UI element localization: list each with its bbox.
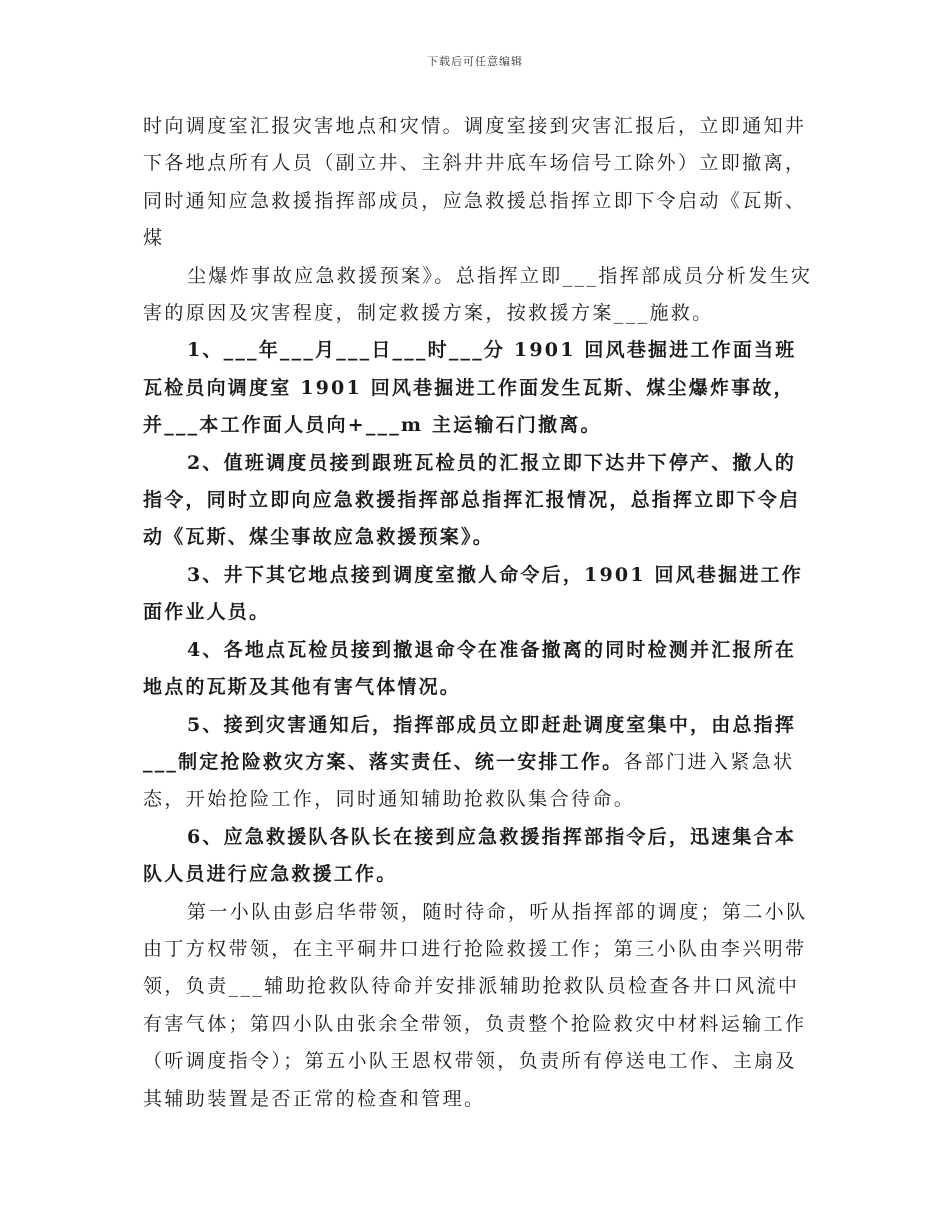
paragraph-1: 时向调度室汇报灾害地点和灾情。调度室接到灾害汇报后，立即通知井下各地点所有人员（副立井、主斜井井底车场信号工除外）立即撤离，同时通知应急救援指挥部成员，应急救援总指挥立即下令启动《瓦斯、煤 [143,115,807,250]
paragraph-squads: 第一小队由彭启华带领，随时待命，听从指挥部的调度；第二小队由丁方权带领，在主平硐井口进行抢险救援工作；第三小队由李兴明带领，负责___辅助抢救队待命并安排派辅助抢救队员检查各井口风流中有害气体；第四小队由张余全带领，负责整个抢险救灾中材料运输工作（听调度指令）；第五小队王恩权带领，负责所有停送电工作、主扇及其辅助装置是否正常的检查和管理。 [143,900,808,1110]
paragraph-step-4: 4、各地点瓦检员接到撤退命令在准备撤离的同时检测并汇报所在地点的瓦斯及其他有害气体情况。 [143,638,797,699]
paragraph-step-5 [143,707,815,819]
paragraph-2: 尘爆炸事故应急救援预案》。总指挥立即___指挥部成员分析发生灾害的原因及灾害程度，制定救援方案，按救援方案___施救。 [143,264,813,325]
page-header: 下载后可任意编辑 [427,55,523,68]
step-5-normal-text: 各部门进入紧急状态，开始抢险工作，同时通知辅助抢救队集合待命。 [143,750,795,811]
paragraph-step-3: 3、井下其它地点接到调度室撤人命令后，1901 回风巷掘进工作面作业人员。 [143,563,803,624]
paragraph-step-1: 1、___年___月___日___时___分 1901 回风巷掘进工作面当班瓦检员向调度室 1901 回风巷掘进工作面发生瓦斯、煤尘爆炸事故，并___本工作面人员向+___m 主运输石门撤离。 [143,339,797,437]
paragraph-step-2: 2、值班调度员接到跟班瓦检员的汇报立即下达井下停产、撤人的指令，同时立即向应急救援指挥部总指挥汇报情况，总指挥立即下令启动《瓦斯、煤尘事故应急救援预案》。 [143,451,801,549]
step-5-bold-text: 5、接到灾害通知后，指挥部成员立即赶赴调度室集中，由总指挥___制定抢险救灾方案、落实责任、统一安排工作。 [143,713,797,773]
document-body [143,108,815,1118]
paragraph-step-6: 6、应急救援队各队长在接到应急救援指挥部指令后，迅速集合本队人员进行应急救援工作。 [143,825,797,886]
